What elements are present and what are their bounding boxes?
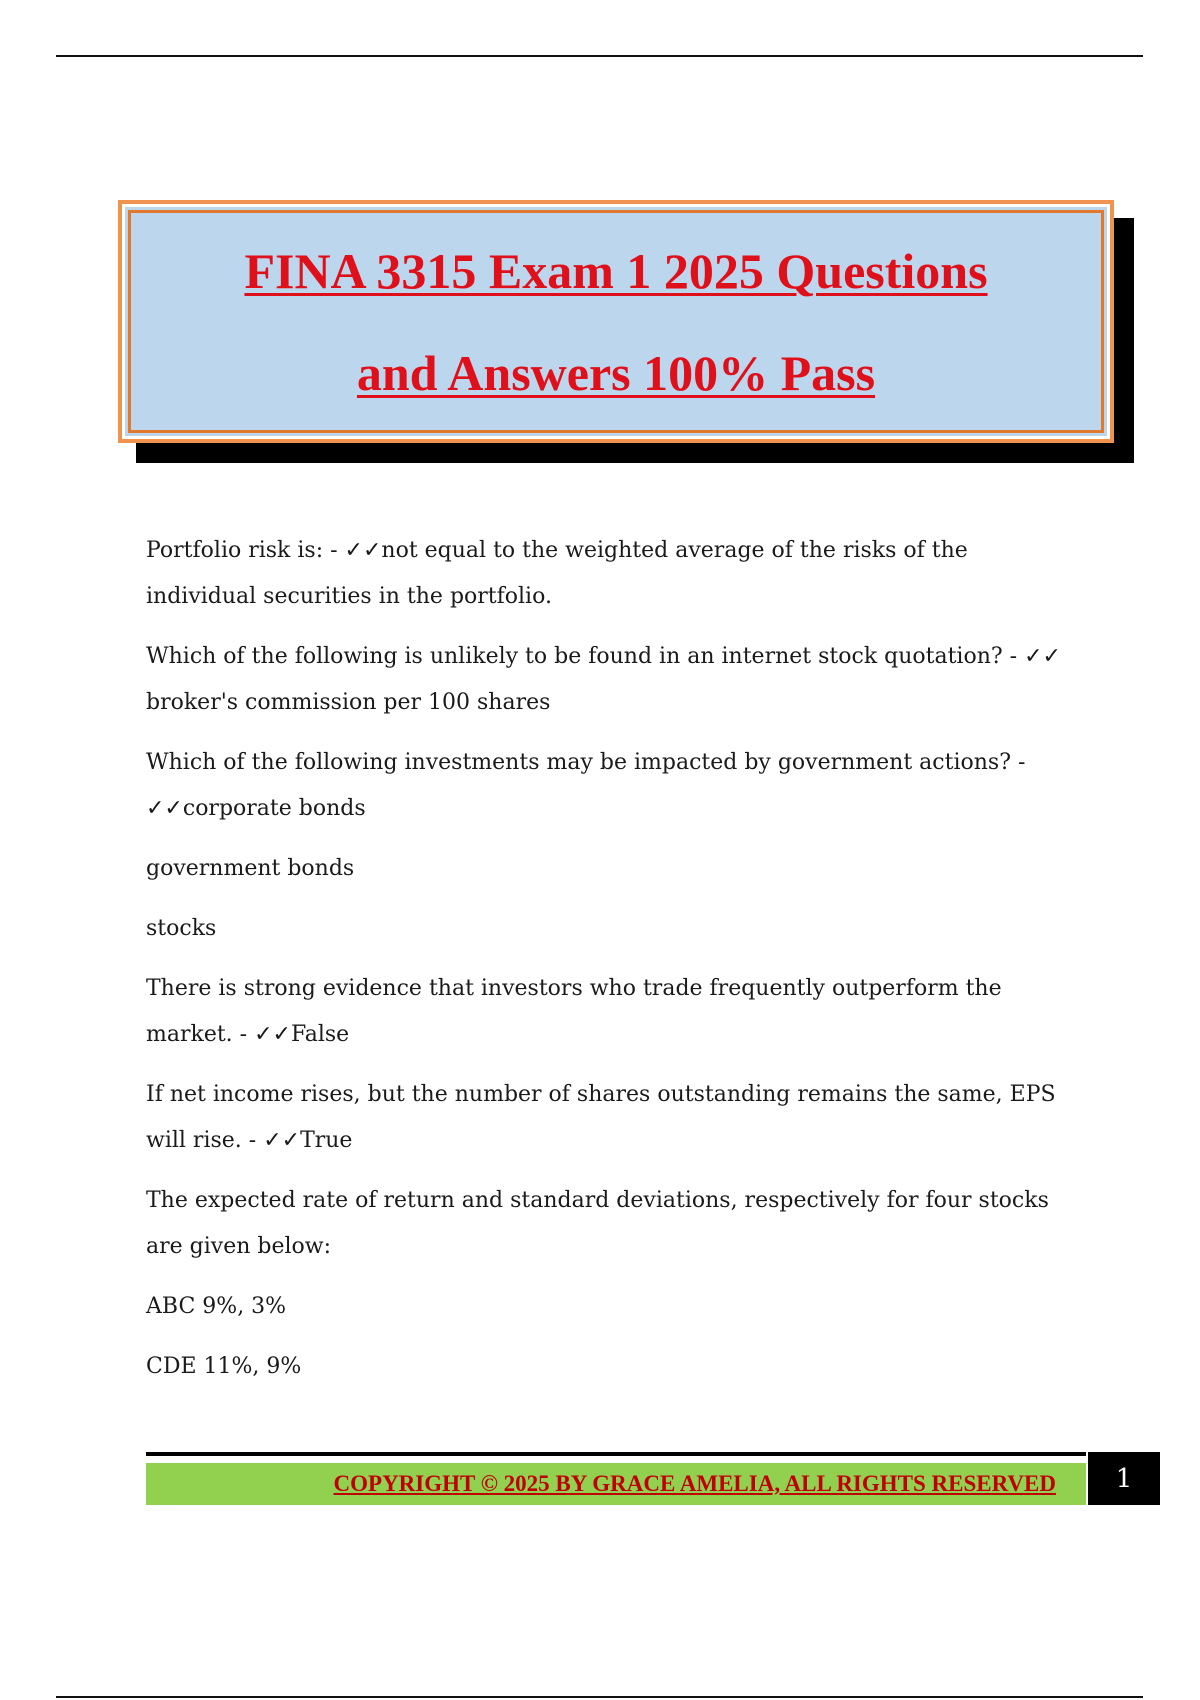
- title-line-2: and Answers 100% Pass: [356, 344, 876, 401]
- qa-paragraph: Portfolio risk is: - ✓✓not equal to the weighted average of the risks of the individual securities in the portfolio.: [146, 538, 968, 609]
- title-line-1: FINA 3315 Exam 1 2025 Questions: [244, 242, 988, 299]
- qa-paragraph: CDE 11%, 9%: [146, 1354, 302, 1379]
- footer-rule: [146, 1452, 1086, 1456]
- qa-paragraph: government bonds: [146, 856, 355, 881]
- footer-bar: [146, 1463, 1086, 1505]
- copyright-text: COPYRIGHT © 2025 BY GRACE AMELIA, ALL RIGHTS RESERVED: [333, 1471, 1056, 1496]
- qa-paragraph: ABC 9%, 3%: [146, 1294, 287, 1319]
- bottom-rule: [56, 1696, 1143, 1698]
- qa-paragraph: The expected rate of return and standard deviations, respectively for four stocks are given below:: [146, 1188, 1049, 1259]
- qa-content: [146, 528, 1066, 1404]
- qa-paragraph: There is strong evidence that investors who trade frequently outperform the market. - ✓✓False: [146, 976, 1002, 1047]
- top-rule: [56, 55, 1143, 57]
- qa-paragraph: Which of the following investments may be impacted by government actions? - ✓✓corporate bonds: [146, 750, 1026, 821]
- title-box: [118, 200, 1114, 443]
- qa-paragraph: If net income rises, but the number of shares outstanding remains the same, EPS will rise. - ✓✓True: [146, 1082, 1056, 1153]
- qa-paragraph: stocks: [146, 916, 217, 941]
- qa-paragraph: Which of the following is unlikely to be found in an internet stock quotation? - ✓✓ broker's commission per 100 shares: [146, 644, 1061, 715]
- page-number: 1: [1088, 1452, 1160, 1505]
- title-box-inner: [122, 204, 1110, 439]
